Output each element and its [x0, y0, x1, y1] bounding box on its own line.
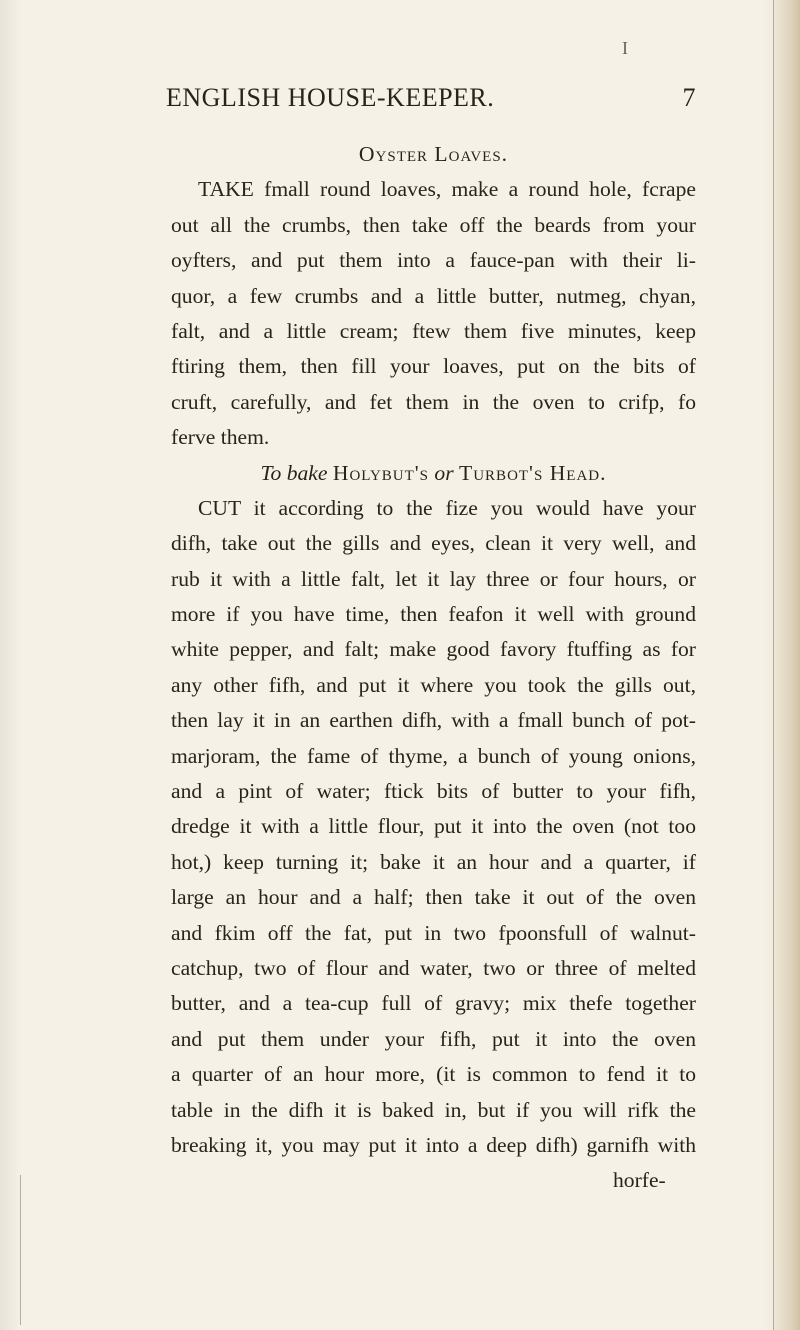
text-line: butter, and a tea-cup full of gravy; mix thefe together — [171, 991, 696, 1016]
heading-rest: Turbot's Head. — [459, 460, 607, 485]
running-head-title: ENGLISH HOUSE-KEEPER. — [166, 83, 495, 112]
text-line: out all the crumbs, then take off the beards from your — [171, 212, 696, 237]
text-line: rub it with a little falt, let it lay three or four hours, or — [171, 566, 696, 591]
text-line: and a pint of water; ftick bits of butter to your fifh, — [171, 779, 696, 804]
text-line: table in the difh it is baked in, but if you will rifk the — [171, 1097, 696, 1122]
text-line: and fkim off the fat, put in two fpoonsfull of walnut- — [171, 920, 696, 945]
text-line: TAKE fmall round loaves, make a round hole, fcrape — [198, 177, 696, 202]
text-line: falt, and a little cream; ftew them five minutes, keep — [171, 318, 696, 343]
signature-mark: I — [622, 38, 628, 58]
section-heading-turbots-head — [171, 456, 696, 491]
text-line: breaking it, you may put it into a deep difh) garnifh with — [171, 1132, 696, 1157]
catchword: horfe- — [613, 1168, 666, 1193]
text-line: white pepper, and falt; make good favory ftuffing as for — [171, 637, 696, 662]
binding-shadow — [20, 1175, 21, 1325]
text-line: ftiring them, then fill your loaves, put on the bits of — [171, 354, 696, 379]
text-line: cruft, carefully, and fet them in the oven to crifp, fo — [171, 389, 696, 414]
heading-main: Holybut's — [332, 460, 430, 485]
text-line: more if you have time, then feafon it well with ground — [171, 602, 696, 627]
text-line: large an hour and a half; then take it out of the oven — [171, 885, 696, 910]
running-head — [166, 83, 696, 113]
text-line: CUT it according to the fize you would have your — [198, 495, 696, 520]
heading-prefix: To bake — [260, 460, 328, 485]
text-line: and put them under your fifh, put it into the oven — [171, 1026, 696, 1051]
text-line: a quarter of an hour more, (it is common to fend it to — [171, 1062, 696, 1087]
page-number: 7 — [682, 83, 696, 112]
text-line: ferve them. — [171, 425, 270, 450]
heading-or: or — [434, 460, 454, 485]
text-line: oyfters, and put them into a fauce-pan with their li- — [171, 248, 696, 273]
text-line: difh, take out the gills and eyes, clean it very well, and — [171, 531, 696, 556]
text-line: marjoram, the fame of thyme, a bunch of young onions, — [171, 743, 696, 768]
page-edge — [773, 0, 800, 1330]
text-line: quor, a few crumbs and a little butter, nutmeg, chyan, — [171, 283, 696, 308]
section-heading-oyster-loaves: Oyster Loaves. — [358, 142, 509, 166]
text-line: catchup, two of flour and water, two or three of melted — [171, 955, 696, 980]
text-line: dredge it with a little flour, put it into the oven (not too — [171, 814, 696, 839]
page-text — [171, 137, 696, 1199]
text-line: hot,) keep turning it; bake it an hour and a quarter, if — [171, 849, 696, 874]
text-line: any other fifh, and put it where you took the gills out, — [171, 672, 696, 697]
text-line: then lay it in an earthen difh, with a fmall bunch of pot- — [171, 708, 696, 733]
